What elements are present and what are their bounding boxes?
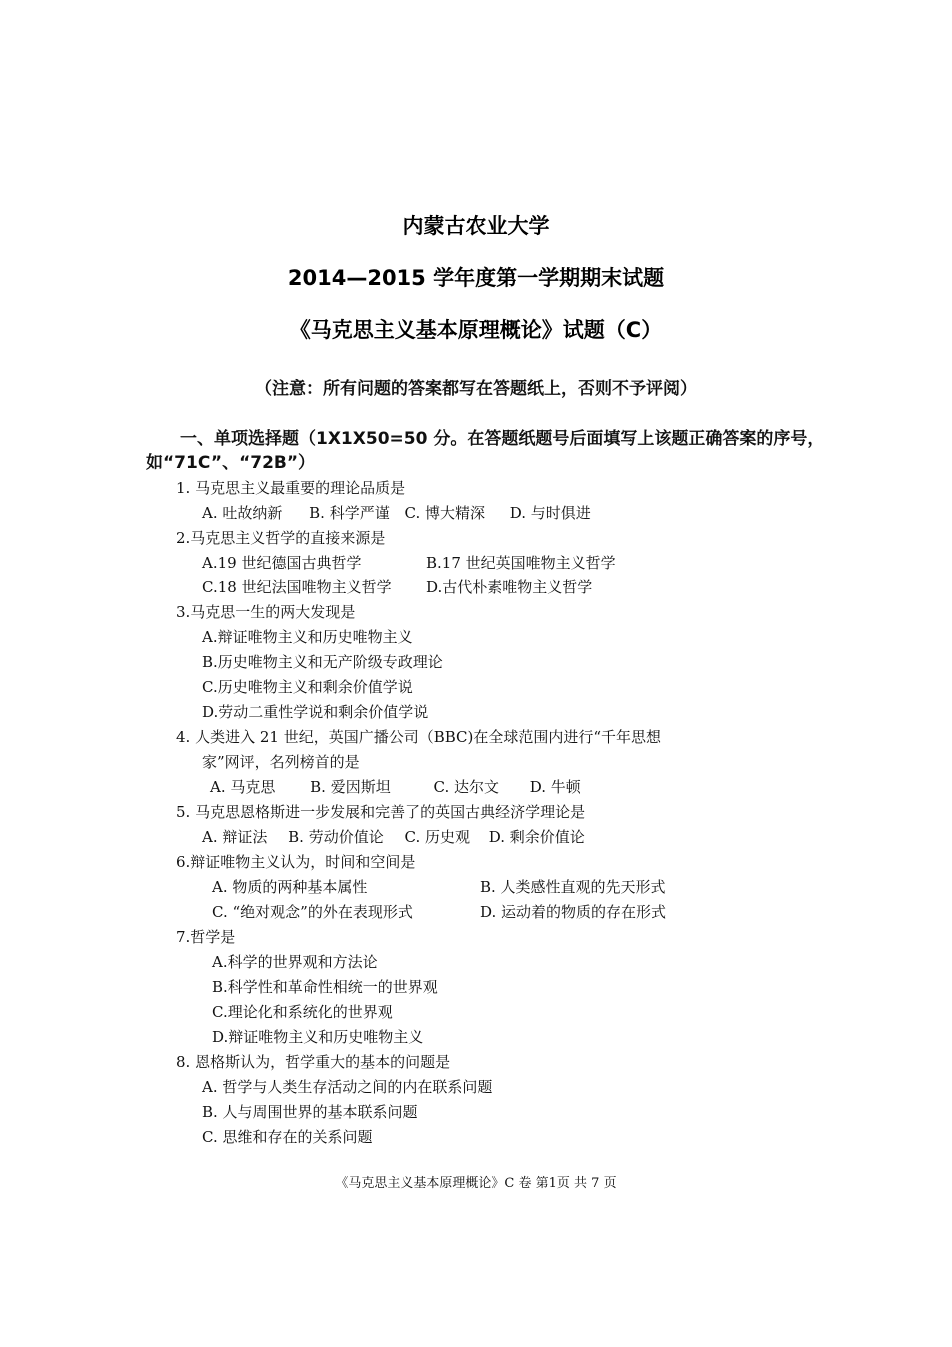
question-2-option-d: D.古代朴素唯物主义哲学 xyxy=(426,578,593,596)
section-title: 一、单项选择题（1X1X50=50 分。在答题纸题号后面填写上该题正确答案的序号，如“71C”、“72B”） xyxy=(146,429,825,473)
question-3-option-a: A.辩证唯物主义和历史唯物主义 xyxy=(202,628,413,646)
question-2-option-b: B.17 世纪英国唯物主义哲学 xyxy=(426,554,616,572)
question-1-stem: 1. 马克思主义最重要的理论品质是 xyxy=(176,479,406,497)
question-7-option-d: D.辩证唯物主义和历史唯物主义 xyxy=(212,1028,424,1046)
option-b: B. 科学严谨 xyxy=(309,504,390,522)
question-8-option-c: C. 思维和存在的关系问题 xyxy=(202,1128,373,1146)
question-2-stem: 2.马克思主义哲学的直接来源是 xyxy=(176,529,386,547)
question-3-option-c: C.历史唯物主义和剩余价值学说 xyxy=(202,678,413,696)
question-6-option-d: D. 运动着的物质的存在形式 xyxy=(480,903,667,921)
term-title: 2014—2015 学年度第一学期期末试题 xyxy=(287,266,665,290)
question-3-stem: 3.马克思一生的两大发现是 xyxy=(176,603,356,621)
option-b: B. 劳动价值论 xyxy=(288,828,384,846)
question-3-option-b: B.历史唯物主义和无产阶级专政理论 xyxy=(202,653,443,671)
question-2-option-a: A.19 世纪德国古典哲学 xyxy=(202,554,362,572)
question-7-option-b: B.科学性和革命性相统一的世界观 xyxy=(212,978,438,996)
question-6-option-b: B. 人类感性直观的先天形式 xyxy=(480,878,666,896)
question-7-stem: 7.哲学是 xyxy=(176,928,236,946)
question-1-options xyxy=(202,503,591,523)
question-3-option-d: D.劳动二重性学说和剩余价值学说 xyxy=(202,703,429,721)
option-c: C. 达尔文 xyxy=(433,778,499,796)
page-footer: 《马克思主义基本原理概论》C 卷 第1页 共 7 页 xyxy=(335,1176,617,1191)
question-5-stem: 5. 马克思恩格斯进一步发展和完善了的英国古典经济学理论是 xyxy=(176,803,586,821)
question-7-option-c: C.理论化和系统化的世界观 xyxy=(212,1003,393,1021)
option-a: A. 辩证法 xyxy=(202,828,268,846)
question-5-options xyxy=(202,827,585,847)
question-4-stem: 4. 人类进入 21 世纪，英国广播公司（BBC)在全球范围内进行“千年思想 xyxy=(176,728,662,746)
question-4-options xyxy=(210,777,581,797)
question-6-option-c: C. “绝对观念”的外在表现形式 xyxy=(212,903,413,921)
university-title: 内蒙古农业大学 xyxy=(402,214,550,238)
option-d: D. 牛顿 xyxy=(529,778,581,796)
option-c: C. 历史观 xyxy=(404,828,470,846)
question-8-option-a: A. 哲学与人类生存活动之间的内在联系问题 xyxy=(202,1078,493,1096)
option-d: D. 剩余价值论 xyxy=(488,828,585,846)
option-a: A. 马克思 xyxy=(210,778,276,796)
question-8-stem: 8. 恩格斯认为，哲学重大的基本的问题是 xyxy=(176,1053,451,1071)
notice-text: （注意：所有问题的答案都写在答题纸上，否则不予评阅） xyxy=(255,379,697,399)
option-a: A. 吐故纳新 xyxy=(202,504,283,522)
question-6-stem: 6.辩证唯物主义认为，时间和空间是 xyxy=(176,853,416,871)
option-b: B. 爱因斯坦 xyxy=(310,778,391,796)
option-c: C. 博大精深 xyxy=(404,504,485,522)
question-4-stem-cont: 家”网评，名列榜首的是 xyxy=(202,753,360,771)
question-6-option-a: A. 物质的两种基本属性 xyxy=(212,878,368,896)
course-title: 《马克思主义基本原理概论》试题（C） xyxy=(289,318,663,342)
option-d: D. 与时俱进 xyxy=(509,504,591,522)
question-7-option-a: A.科学的世界观和方法论 xyxy=(212,953,378,971)
question-8-option-b: B. 人与周围世界的基本联系问题 xyxy=(202,1103,418,1121)
question-2-option-c: C.18 世纪法国唯物主义哲学 xyxy=(202,578,392,596)
